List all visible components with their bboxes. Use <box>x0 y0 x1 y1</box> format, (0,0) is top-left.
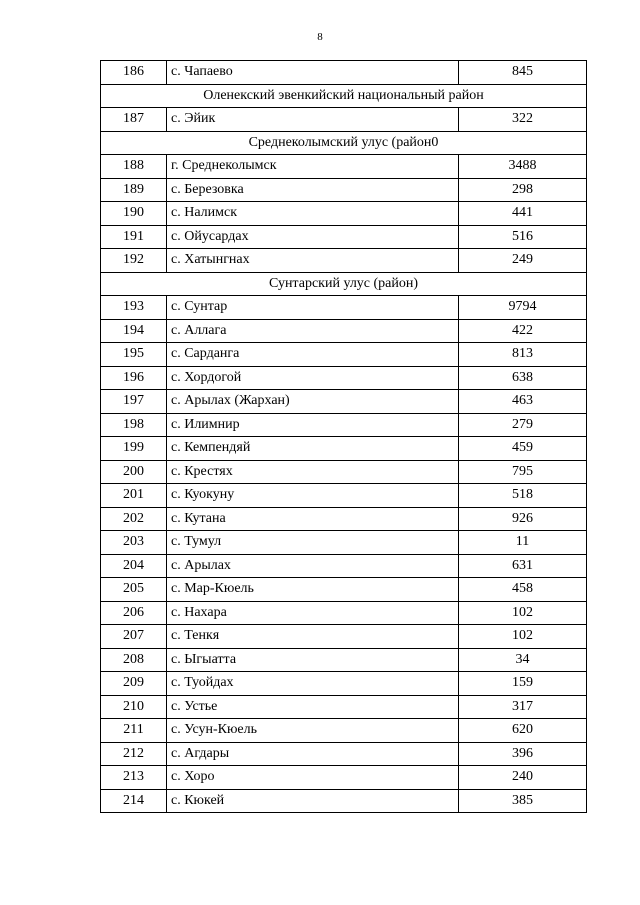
population-cell: 926 <box>459 507 587 531</box>
population-cell: 813 <box>459 343 587 367</box>
table-row <box>101 155 587 179</box>
table-row <box>101 601 587 625</box>
settlement-name-cell: с. Устье <box>167 695 459 719</box>
population-cell: 845 <box>459 61 587 85</box>
population-cell: 102 <box>459 601 587 625</box>
row-number-cell: 206 <box>101 601 167 625</box>
row-number-cell: 190 <box>101 202 167 226</box>
settlement-name-cell: с. Кюкей <box>167 789 459 813</box>
settlement-name-cell: с. Налимск <box>167 202 459 226</box>
population-cell: 441 <box>459 202 587 226</box>
row-number-cell: 196 <box>101 366 167 390</box>
district-heading-row <box>101 131 587 155</box>
settlement-name-cell: с. Агдары <box>167 742 459 766</box>
row-number-cell: 205 <box>101 578 167 602</box>
population-cell: 463 <box>459 390 587 414</box>
table-row <box>101 531 587 555</box>
settlement-name-cell: с. Кемпендяй <box>167 437 459 461</box>
population-cell: 396 <box>459 742 587 766</box>
table-row <box>101 695 587 719</box>
row-number-cell: 204 <box>101 554 167 578</box>
row-number-cell: 198 <box>101 413 167 437</box>
settlement-name-cell: с. Хоро <box>167 766 459 790</box>
table-row <box>101 719 587 743</box>
table-row <box>101 366 587 390</box>
settlement-name-cell: с. Тумул <box>167 531 459 555</box>
population-cell: 322 <box>459 108 587 132</box>
settlement-name-cell: с. Илимнир <box>167 413 459 437</box>
population-cell: 3488 <box>459 155 587 179</box>
settlements-table <box>100 60 587 813</box>
row-number-cell: 207 <box>101 625 167 649</box>
row-number-cell: 208 <box>101 648 167 672</box>
population-cell: 638 <box>459 366 587 390</box>
settlement-name-cell: с. Куокуну <box>167 484 459 508</box>
table-row <box>101 249 587 273</box>
table-row <box>101 178 587 202</box>
district-heading: Сунтарский улус (район) <box>101 272 587 296</box>
population-cell: 279 <box>459 413 587 437</box>
row-number-cell: 188 <box>101 155 167 179</box>
row-number-cell: 213 <box>101 766 167 790</box>
population-cell: 240 <box>459 766 587 790</box>
settlement-name-cell: с. Тенкя <box>167 625 459 649</box>
settlement-name-cell: с. Хатынгнах <box>167 249 459 273</box>
settlement-name-cell: с. Арылах <box>167 554 459 578</box>
settlement-name-cell: с. Аллага <box>167 319 459 343</box>
table-row <box>101 296 587 320</box>
settlement-name-cell: с. Ыгыатта <box>167 648 459 672</box>
row-number-cell: 186 <box>101 61 167 85</box>
population-cell: 795 <box>459 460 587 484</box>
population-cell: 422 <box>459 319 587 343</box>
settlement-name-cell: с. Крестях <box>167 460 459 484</box>
population-cell: 34 <box>459 648 587 672</box>
row-number-cell: 214 <box>101 789 167 813</box>
settlement-name-cell: с. Хордогой <box>167 366 459 390</box>
row-number-cell: 194 <box>101 319 167 343</box>
table-row <box>101 789 587 813</box>
settlement-name-cell: с. Нахара <box>167 601 459 625</box>
row-number-cell: 203 <box>101 531 167 555</box>
population-cell: 298 <box>459 178 587 202</box>
population-cell: 102 <box>459 625 587 649</box>
table-row <box>101 437 587 461</box>
population-cell: 249 <box>459 249 587 273</box>
table-row <box>101 61 587 85</box>
population-cell: 458 <box>459 578 587 602</box>
settlements-table-body <box>101 61 587 813</box>
population-cell: 518 <box>459 484 587 508</box>
table-row <box>101 554 587 578</box>
row-number-cell: 199 <box>101 437 167 461</box>
row-number-cell: 193 <box>101 296 167 320</box>
table-row <box>101 108 587 132</box>
population-cell: 385 <box>459 789 587 813</box>
table-row <box>101 460 587 484</box>
table-row <box>101 648 587 672</box>
row-number-cell: 202 <box>101 507 167 531</box>
table-row <box>101 319 587 343</box>
settlement-name-cell: с. Мар-Кюель <box>167 578 459 602</box>
row-number-cell: 212 <box>101 742 167 766</box>
population-cell: 317 <box>459 695 587 719</box>
settlement-name-cell: с. Усун-Кюель <box>167 719 459 743</box>
table-row <box>101 507 587 531</box>
district-heading: Оленекский эвенкийский национальный район <box>101 84 587 108</box>
row-number-cell: 195 <box>101 343 167 367</box>
table-row <box>101 225 587 249</box>
population-cell: 620 <box>459 719 587 743</box>
settlement-name-cell: с. Сарданга <box>167 343 459 367</box>
row-number-cell: 200 <box>101 460 167 484</box>
row-number-cell: 210 <box>101 695 167 719</box>
settlement-name-cell: с. Сунтар <box>167 296 459 320</box>
table-row <box>101 390 587 414</box>
row-number-cell: 189 <box>101 178 167 202</box>
population-cell: 11 <box>459 531 587 555</box>
settlement-name-cell: с. Ойусардах <box>167 225 459 249</box>
row-number-cell: 191 <box>101 225 167 249</box>
page-number: 8 <box>317 31 323 43</box>
population-cell: 631 <box>459 554 587 578</box>
table-row <box>101 625 587 649</box>
population-cell: 516 <box>459 225 587 249</box>
table-row <box>101 578 587 602</box>
population-cell: 159 <box>459 672 587 696</box>
table-row <box>101 766 587 790</box>
table-row <box>101 413 587 437</box>
population-cell: 9794 <box>459 296 587 320</box>
row-number-cell: 211 <box>101 719 167 743</box>
settlement-name-cell: с. Туойдах <box>167 672 459 696</box>
table-row <box>101 343 587 367</box>
row-number-cell: 209 <box>101 672 167 696</box>
table-row <box>101 484 587 508</box>
row-number-cell: 201 <box>101 484 167 508</box>
row-number-cell: 187 <box>101 108 167 132</box>
district-heading-row <box>101 84 587 108</box>
row-number-cell: 192 <box>101 249 167 273</box>
table-row <box>101 672 587 696</box>
settlement-name-cell: с. Арылах (Жархан) <box>167 390 459 414</box>
table-row <box>101 742 587 766</box>
settlement-name-cell: с. Чапаево <box>167 61 459 85</box>
population-cell: 459 <box>459 437 587 461</box>
district-heading-row <box>101 272 587 296</box>
district-heading: Среднеколымский улус (район0 <box>101 131 587 155</box>
row-number-cell: 197 <box>101 390 167 414</box>
settlement-name-cell: с. Березовка <box>167 178 459 202</box>
settlement-name-cell: г. Среднеколымск <box>167 155 459 179</box>
table-row <box>101 202 587 226</box>
settlement-name-cell: с. Кутана <box>167 507 459 531</box>
settlement-name-cell: с. Эйик <box>167 108 459 132</box>
